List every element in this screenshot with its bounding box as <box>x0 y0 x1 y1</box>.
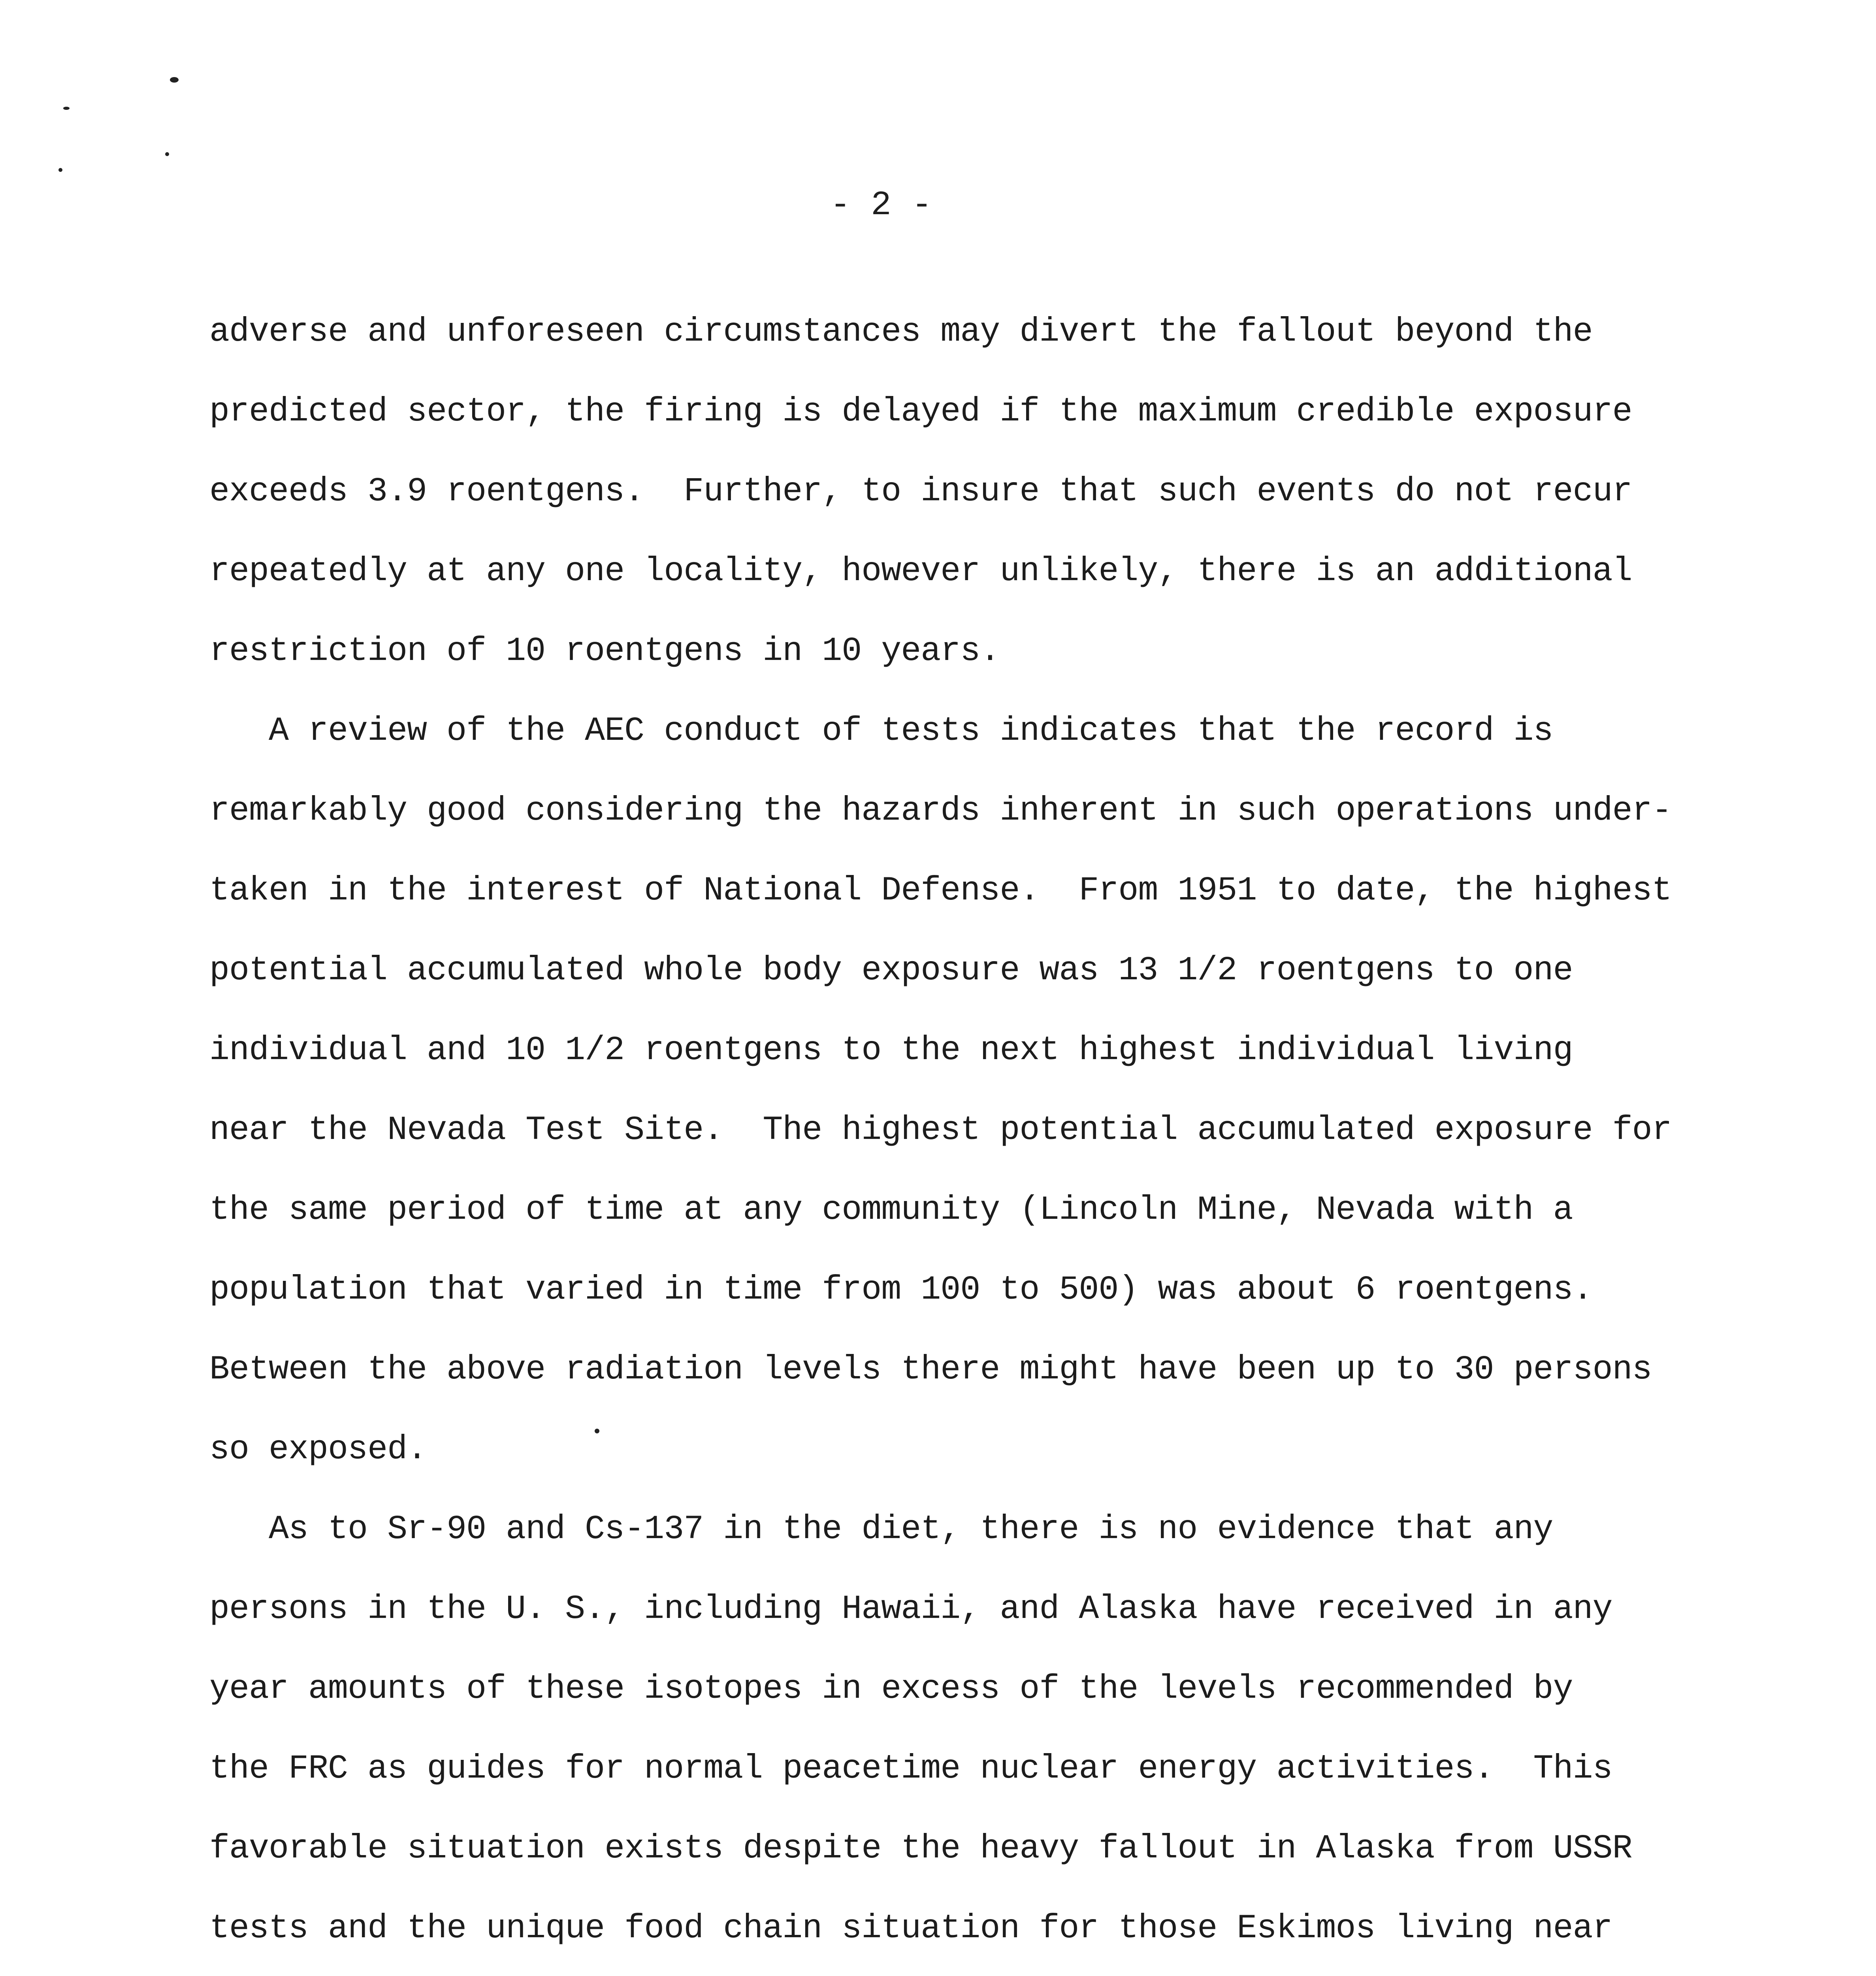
text-line: remarkably good considering the hazards inherent in such operations under- <box>209 792 1672 830</box>
text-line: population that varied in time from 100 to 500) was about 6 roentgens. <box>209 1271 1593 1309</box>
text-line: adverse and unforeseen circumstances may divert the fallout beyond the <box>209 313 1593 351</box>
text-line: repeatedly at any one locality, however unlikely, there is an additional <box>209 552 1632 590</box>
paper-speck <box>58 168 62 172</box>
text-line: taken in the interest of National Defense. From 1951 to date, the highest <box>209 871 1672 910</box>
text-line: the same period of time at any community (Lincoln Mine, Nevada with a <box>209 1191 1573 1229</box>
text-line: tests and the unique food chain situation for those Eskimos living near <box>209 1909 1612 1948</box>
paper-speck <box>63 107 70 110</box>
text-line: restriction of 10 roentgens in 10 years. <box>209 632 1000 670</box>
text-line: A review of the AEC conduct of tests indicates that the record is <box>209 712 1553 750</box>
text-line: persons in the U. S., including Hawaii, and Alaska have received in any <box>209 1590 1612 1628</box>
page-number: - 2 - <box>830 186 932 224</box>
text-line: exceeds 3.9 roentgens. Further, to insure that such events do not recur <box>209 472 1632 511</box>
text-line: As to Sr-90 and Cs-137 in the diet, there is no evidence that any <box>209 1510 1553 1548</box>
paper-speck <box>595 1429 599 1433</box>
text-line: individual and 10 1/2 roentgens to the next highest individual living <box>209 1031 1573 1069</box>
paper-speck <box>165 152 169 156</box>
paper-speck <box>170 77 179 83</box>
text-line: near the Nevada Test Site. The highest potential accumulated exposure for <box>209 1111 1672 1149</box>
text-line: so exposed. <box>209 1430 427 1469</box>
text-line: the FRC as guides for normal peacetime nuclear energy activities. This <box>209 1750 1612 1788</box>
text-line: predicted sector, the firing is delayed if the maximum credible exposure <box>209 392 1632 431</box>
text-line: favorable situation exists despite the heavy fallout in Alaska from USSR <box>209 1829 1632 1868</box>
text-line: potential accumulated whole body exposure was 13 1/2 roentgens to one <box>209 951 1573 990</box>
text-line: Between the above radiation levels there might have been up to 30 persons <box>209 1350 1652 1389</box>
text-line: year amounts of these isotopes in excess of the levels recommended by <box>209 1670 1573 1708</box>
